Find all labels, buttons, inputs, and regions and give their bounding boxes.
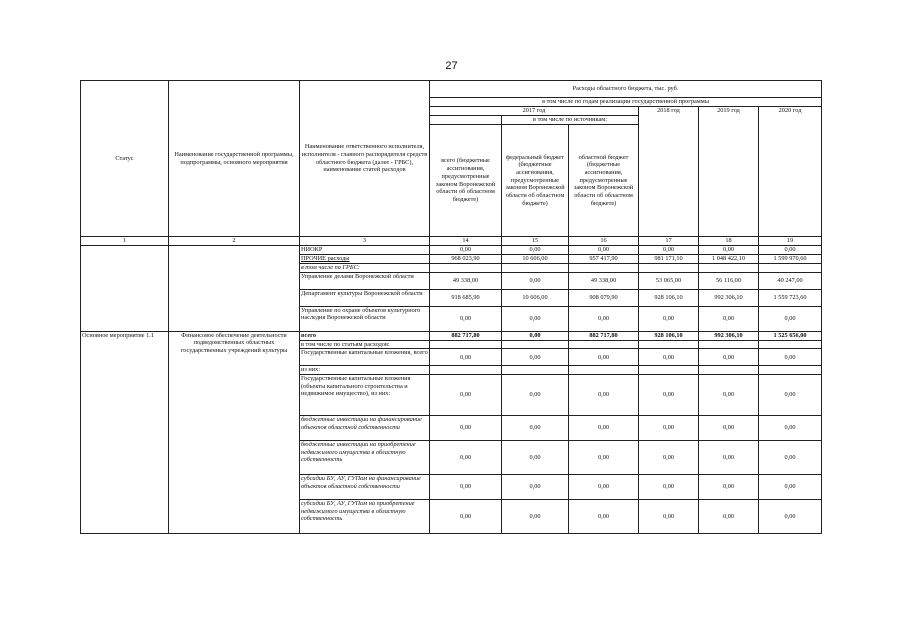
row-label: всего: [300, 331, 430, 340]
header-year-2017: 2017 год: [430, 107, 639, 116]
value-cell: 918 685,90: [430, 289, 502, 306]
value-cell: 0,00: [639, 500, 699, 534]
header-sub-federal: федеральный бюджет (бюджетные ассигнования, предусмотренные законом Воронежской области об областном бюджете): [502, 125, 569, 237]
header-status: Статус: [81, 81, 169, 237]
value-cell: 0,00: [430, 416, 502, 441]
value-cell: [569, 366, 639, 375]
value-cell: 0,00: [699, 475, 759, 500]
page-number: 27: [445, 60, 458, 72]
value-cell: 992 306,10: [699, 331, 759, 340]
header-year-2019: 2019 год: [699, 107, 759, 237]
value-cell: 1 048 422,10: [699, 255, 759, 264]
value-cell: 0,00: [759, 441, 822, 475]
value-cell: 0,00: [569, 416, 639, 441]
value-cell: 1 559 723,60: [759, 289, 822, 306]
value-cell: 0,00: [502, 246, 569, 255]
value-cell: 0,00: [502, 349, 569, 366]
value-cell: 1 525 656,00: [759, 331, 822, 340]
value-cell: 0,00: [569, 349, 639, 366]
value-cell: 0,00: [639, 349, 699, 366]
value-cell: [759, 340, 822, 349]
col-number: 19: [759, 237, 822, 246]
value-cell: [430, 366, 502, 375]
col-number: 18: [699, 237, 759, 246]
value-cell: 968 023,90: [430, 255, 502, 264]
value-cell: 0,00: [430, 500, 502, 534]
row-label: в том числе по ГРБС:: [300, 264, 430, 273]
value-cell: [502, 264, 569, 273]
value-cell: 53 065,00: [639, 272, 699, 289]
row-label: Департамент культуры Воронежской области: [300, 289, 430, 306]
value-cell: 56 116,00: [699, 272, 759, 289]
value-cell: 992 306,10: [699, 289, 759, 306]
row-label: ПРОЧИЕ расходы: [300, 255, 430, 264]
table-row: [81, 331, 822, 340]
header-sub-total: всего (бюджетные ассигнования, предусмотренные законом Воронежской области об областном бюджете): [430, 125, 502, 237]
row-label: субсидии БУ, АУ, ГУПам на приобретение недвижимого имущества в областную собственность: [300, 500, 430, 534]
value-cell: 928 106,10: [639, 331, 699, 340]
value-cell: [699, 366, 759, 375]
value-cell: 0,00: [639, 375, 699, 416]
value-cell: 0,00: [759, 500, 822, 534]
status-cell: [81, 246, 169, 332]
value-cell: 0,00: [699, 306, 759, 331]
col-number: 2: [169, 237, 300, 246]
value-cell: 981 171,10: [639, 255, 699, 264]
value-cell: 0,00: [569, 306, 639, 331]
status-cell: Основное мероприятие 1.1: [81, 331, 169, 533]
value-cell: [699, 264, 759, 273]
value-cell: 0,00: [759, 375, 822, 416]
value-cell: 0,00: [699, 349, 759, 366]
column-numbers-row: [81, 237, 822, 246]
value-cell: 928 106,10: [639, 289, 699, 306]
value-cell: 0,00: [759, 306, 822, 331]
value-cell: 10 606,00: [502, 289, 569, 306]
value-cell: 0,00: [430, 475, 502, 500]
value-cell: [569, 340, 639, 349]
value-cell: 957 417,90: [569, 255, 639, 264]
budget-table: [80, 80, 822, 534]
program-cell: [169, 246, 300, 332]
value-cell: 908 079,90: [569, 289, 639, 306]
value-cell: 0,00: [502, 441, 569, 475]
value-cell: 0,00: [759, 416, 822, 441]
value-cell: 0,00: [502, 416, 569, 441]
value-cell: 0,00: [430, 246, 502, 255]
value-cell: 0,00: [639, 441, 699, 475]
table-row: [81, 246, 822, 255]
value-cell: [759, 366, 822, 375]
row-label: субсидии БУ, АУ, ГУПам на финансирование объектов областной собственности: [300, 475, 430, 500]
value-cell: 0,00: [639, 306, 699, 331]
value-cell: [639, 340, 699, 349]
value-cell: 0,00: [759, 475, 822, 500]
value-cell: 0,00: [430, 306, 502, 331]
value-cell: 0,00: [502, 500, 569, 534]
value-cell: 0,00: [430, 375, 502, 416]
value-cell: 0,00: [430, 349, 502, 366]
value-cell: 0,00: [502, 475, 569, 500]
value-cell: [430, 264, 502, 273]
value-cell: [699, 340, 759, 349]
value-cell: 882 717,80: [569, 331, 639, 340]
value-cell: 0,00: [699, 246, 759, 255]
header-expenses: Расходы областного бюджета, тыс. руб.: [430, 81, 822, 98]
value-cell: 0,00: [569, 475, 639, 500]
row-label: бюджетные инвестиции на финансирование объектов областной собственности: [300, 416, 430, 441]
col-number: 1: [81, 237, 169, 246]
value-cell: [430, 340, 502, 349]
header-by-sources: в том числе по источникам:: [502, 116, 639, 125]
col-number: 14: [430, 237, 502, 246]
value-cell: 0,00: [699, 416, 759, 441]
row-label: Государственные капитальные вложения (объекты капитального строительства и недвижимое имущество), из них:: [300, 375, 430, 416]
value-cell: 0,00: [502, 272, 569, 289]
value-cell: 49 338,00: [569, 272, 639, 289]
table-header: [81, 81, 822, 246]
row-label: из них:: [300, 366, 430, 375]
col-number: 16: [569, 237, 639, 246]
header-program: Наименование государственной программы, подпрограммы, основного мероприятия: [169, 81, 300, 237]
value-cell: 882 717,80: [430, 331, 502, 340]
row-label: Управление по охране объектов культурного наследия Воронежской области: [300, 306, 430, 331]
value-cell: 0,00: [699, 500, 759, 534]
col-number: 3: [300, 237, 430, 246]
value-cell: 0,00: [639, 475, 699, 500]
value-cell: [639, 366, 699, 375]
row-label: в том числе по статьям расходов:: [300, 340, 430, 349]
col-number: 17: [639, 237, 699, 246]
value-cell: [759, 264, 822, 273]
value-cell: 49 338,00: [430, 272, 502, 289]
value-cell: 0,00: [569, 441, 639, 475]
col-number: 15: [502, 237, 569, 246]
row-label: Государственные капитальные вложения, всего: [300, 349, 430, 366]
value-cell: 0,00: [699, 375, 759, 416]
value-cell: [639, 264, 699, 273]
value-cell: [502, 366, 569, 375]
value-cell: 0,00: [502, 331, 569, 340]
value-cell: 10 606,00: [502, 255, 569, 264]
table-body: [81, 246, 822, 534]
value-cell: 0,00: [569, 246, 639, 255]
value-cell: [502, 340, 569, 349]
header-year-2020: 2020 год: [759, 107, 822, 237]
value-cell: 0,00: [502, 375, 569, 416]
program-cell: Финансовое обеспечение деятельности подведомственных областных государственных учреждений культуры: [169, 331, 300, 533]
value-cell: 0,00: [699, 441, 759, 475]
row-label: Управление делами Воронежской области: [300, 272, 430, 289]
header-executor: Наименование ответственного исполнителя, исполнителя - главного распорядителя средств областного бюджета (далее - ГРБС), наименование статей расходов: [300, 81, 430, 237]
row-label: бюджетные инвестиции на приобретение недвижимого имущества в областную собственность: [300, 441, 430, 475]
value-cell: 40 247,00: [759, 272, 822, 289]
header-year-2018: 2018 год: [639, 107, 699, 237]
value-cell: 0,00: [569, 375, 639, 416]
value-cell: 0,00: [759, 349, 822, 366]
row-label: НИОКР: [300, 246, 430, 255]
header-by-years: в том числе по годам реализации государственной программы: [430, 98, 822, 107]
value-cell: 1 599 970,60: [759, 255, 822, 264]
value-cell: 0,00: [502, 306, 569, 331]
value-cell: 0,00: [569, 500, 639, 534]
value-cell: 0,00: [639, 246, 699, 255]
value-cell: 0,00: [759, 246, 822, 255]
value-cell: 0,00: [430, 441, 502, 475]
header-sub-regional: областной бюджет (бюджетные ассигнования, предусмотренные законом Воронежской области об областном бюджете): [569, 125, 639, 237]
value-cell: 0,00: [639, 416, 699, 441]
value-cell: [569, 264, 639, 273]
